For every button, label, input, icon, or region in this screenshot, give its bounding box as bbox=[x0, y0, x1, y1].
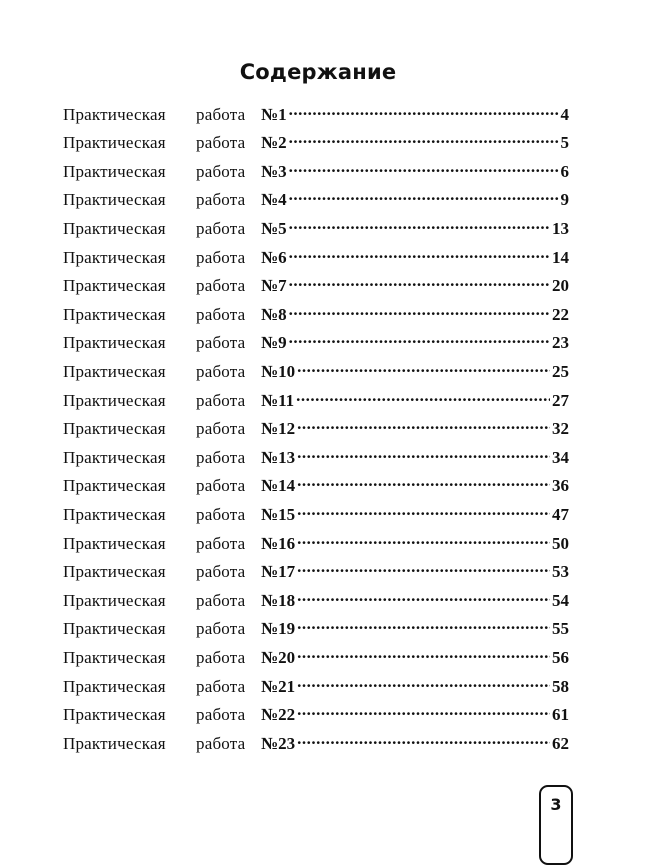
toc-entry-number: №21 bbox=[261, 676, 296, 696]
toc-entry-page: 56 bbox=[552, 647, 569, 667]
toc-entry-label-word1: Практическая bbox=[63, 333, 166, 353]
toc-entry-label-word1: Практическая bbox=[63, 390, 166, 410]
toc-entry-label-word2: работа bbox=[196, 590, 246, 610]
toc-entry-label-word2: работа bbox=[196, 647, 246, 667]
toc-dot-leader bbox=[297, 530, 550, 549]
toc-dot-leader bbox=[297, 559, 550, 578]
page-number: 3 bbox=[539, 785, 573, 865]
toc-dot-leader bbox=[296, 387, 550, 406]
toc-entry-label-word1: Практическая bbox=[63, 190, 166, 210]
toc-entry-number: №13 bbox=[261, 447, 296, 467]
toc-entry-label-word2: работа bbox=[196, 219, 246, 239]
toc-entry-label-word2: работа bbox=[196, 333, 246, 353]
toc-dot-leader bbox=[289, 244, 550, 263]
toc-entry-label-word2: работа bbox=[196, 247, 246, 267]
toc-entry-page: 14 bbox=[552, 247, 569, 267]
toc-entry-label-word1: Практическая bbox=[63, 304, 166, 324]
toc-entry-label-word2: работа bbox=[196, 419, 246, 439]
toc-entry-number: №18 bbox=[261, 590, 296, 610]
toc-entry-label-word2: работа bbox=[196, 476, 246, 496]
toc-entry-label-word1: Практическая bbox=[63, 733, 166, 753]
toc-entry-page: 23 bbox=[552, 333, 569, 353]
toc-entry bbox=[63, 130, 569, 159]
toc-entry-label-word2: работа bbox=[196, 705, 246, 725]
toc-dot-leader bbox=[289, 273, 550, 292]
toc-entry-page: 32 bbox=[552, 419, 569, 439]
toc-entry-label-word1: Практическая bbox=[63, 676, 166, 696]
toc-entry-page: 55 bbox=[552, 619, 569, 639]
toc-entry-label-word1: Практическая bbox=[63, 505, 166, 524]
toc-dot-leader bbox=[297, 358, 550, 377]
toc-entry-label-word2: работа bbox=[196, 733, 246, 753]
toc-entry bbox=[63, 101, 569, 130]
toc-entry-page: 25 bbox=[552, 362, 569, 382]
toc-entry-page: 61 bbox=[552, 705, 569, 725]
toc-entry-page: 62 bbox=[552, 733, 569, 753]
toc-entry-label-word1: Практическая bbox=[63, 247, 166, 267]
toc-entry bbox=[63, 387, 569, 416]
toc-entry-label-word2: работа bbox=[196, 190, 246, 210]
toc-entry-page: 20 bbox=[552, 276, 569, 296]
page-title: Содержание bbox=[239, 60, 397, 84]
toc-entry-number: №6 bbox=[261, 247, 287, 267]
toc-entry-number: №8 bbox=[261, 304, 287, 324]
toc-entry bbox=[63, 330, 569, 359]
toc-entry-label-word1: Практическая bbox=[63, 104, 166, 124]
toc-dot-leader bbox=[297, 473, 550, 492]
toc-entry-label-word2: работа bbox=[196, 104, 246, 124]
toc-entry-label-word1: Практическая bbox=[63, 447, 166, 467]
toc-entry bbox=[63, 530, 569, 559]
toc-entry bbox=[63, 730, 569, 759]
toc-entry-number: №22 bbox=[261, 705, 296, 725]
toc-entry bbox=[63, 587, 569, 616]
toc-dot-leader bbox=[297, 616, 550, 635]
toc-entry bbox=[63, 444, 569, 473]
toc-entry-number: №1 bbox=[261, 104, 287, 124]
toc-entry-page: 5 bbox=[560, 133, 569, 153]
toc-entry-label-word1: Практическая bbox=[63, 590, 166, 610]
toc-entry-page: 54 bbox=[552, 590, 569, 610]
toc-entry bbox=[63, 501, 569, 530]
toc-entry-number: №11 bbox=[261, 390, 295, 410]
toc-entry-page: 22 bbox=[552, 304, 569, 324]
toc-entry bbox=[63, 244, 569, 273]
toc-dot-leader bbox=[297, 644, 550, 663]
toc-entry-label-word2: работа bbox=[196, 133, 246, 153]
toc-entry-page: 13 bbox=[552, 219, 569, 239]
toc-entry bbox=[63, 273, 569, 302]
toc-entry bbox=[63, 416, 569, 445]
toc-entry-number: №9 bbox=[261, 333, 287, 353]
toc-entry-number: №20 bbox=[261, 647, 296, 667]
toc-entry-page: 9 bbox=[560, 190, 569, 210]
table-of-contents bbox=[63, 101, 569, 759]
toc-entry-label-word1: Практическая bbox=[63, 647, 166, 667]
toc-dot-leader bbox=[289, 187, 559, 206]
toc-dot-leader bbox=[297, 444, 550, 463]
toc-entry-number: №17 bbox=[261, 562, 296, 582]
toc-dot-leader bbox=[297, 701, 550, 720]
toc-entry-label-word2: работа bbox=[196, 362, 246, 382]
toc-entry-number: №12 bbox=[261, 419, 296, 439]
toc-entry bbox=[63, 158, 569, 187]
toc-entry bbox=[63, 473, 569, 502]
toc-entry-label-word1: Практическая bbox=[63, 161, 166, 181]
toc-entry-page: 34 bbox=[552, 447, 569, 467]
toc-entry-label-word2: работа bbox=[196, 562, 246, 582]
toc-entry bbox=[63, 616, 569, 645]
toc-entry-number: №23 bbox=[261, 733, 296, 753]
toc-entry-label-word1: Практическая bbox=[63, 562, 166, 582]
toc-entry-label-word1: Практическая bbox=[63, 476, 166, 496]
toc-entry bbox=[63, 644, 569, 673]
toc-entry-number: №5 bbox=[261, 219, 287, 239]
toc-entry bbox=[63, 559, 569, 588]
toc-entry-label-word1: Практическая bbox=[63, 705, 166, 725]
toc-entry-label-word2: работа bbox=[196, 505, 246, 524]
toc-dot-leader bbox=[289, 130, 559, 149]
toc-entry-number: №14 bbox=[261, 476, 296, 496]
toc-entry bbox=[63, 673, 569, 702]
toc-dot-leader bbox=[289, 301, 550, 320]
toc-entry-label-word1: Практическая bbox=[63, 419, 166, 439]
toc-entry-label-word2: работа bbox=[196, 276, 246, 296]
toc-entry-label-word1: Практическая bbox=[63, 276, 166, 296]
toc-dot-leader bbox=[297, 416, 550, 435]
toc-entry-page: 58 bbox=[552, 676, 569, 696]
toc-entry-number: №7 bbox=[261, 276, 287, 296]
toc-entry-label-word2: работа bbox=[196, 161, 246, 181]
toc-entry-number: №4 bbox=[261, 190, 287, 210]
toc-entry-number: №19 bbox=[261, 619, 296, 639]
toc-entry-number: №2 bbox=[261, 133, 287, 153]
toc-entry-label-word1: Практическая bbox=[63, 362, 166, 382]
toc-entry-number: №16 bbox=[261, 533, 296, 553]
toc-dot-leader bbox=[297, 730, 550, 749]
toc-dot-leader bbox=[297, 673, 550, 692]
toc-entry bbox=[63, 701, 569, 730]
toc-entry-number: №3 bbox=[261, 161, 287, 181]
toc-entry-number: №10 bbox=[261, 362, 296, 382]
toc-dot-leader bbox=[289, 101, 559, 120]
toc-entry-page: 4 bbox=[560, 104, 569, 124]
toc-entry-label-word1: Практическая bbox=[63, 619, 166, 639]
toc-entry-label-word2: работа bbox=[196, 304, 246, 324]
toc-entry-label-word1: Практическая bbox=[63, 219, 166, 239]
toc-dot-leader bbox=[297, 501, 550, 520]
toc-entry-label-word1: Практическая bbox=[63, 133, 166, 153]
toc-entry bbox=[63, 301, 569, 330]
toc-entry bbox=[63, 187, 569, 216]
toc-entry bbox=[63, 215, 569, 244]
toc-entry-label-word2: работа bbox=[196, 390, 246, 410]
toc-entry-page: 50 bbox=[552, 533, 569, 553]
toc-entry-label-word2: работа bbox=[196, 619, 246, 639]
toc-entry-number: №15 bbox=[261, 505, 296, 524]
toc-entry-label-word2: работа bbox=[196, 533, 246, 553]
toc-entry bbox=[63, 358, 569, 387]
toc-entry-page: 36 bbox=[552, 476, 569, 496]
toc-dot-leader bbox=[289, 215, 550, 234]
toc-entry-page: 27 bbox=[552, 390, 569, 410]
toc-entry-label-word2: работа bbox=[196, 447, 246, 467]
toc-dot-leader bbox=[289, 330, 550, 349]
toc-entry-label-word2: работа bbox=[196, 676, 246, 696]
toc-entry-page: 53 bbox=[552, 562, 569, 582]
toc-entry-page: 6 bbox=[560, 161, 569, 181]
toc-entry-label-word1: Практическая bbox=[63, 533, 166, 553]
toc-entry-page: 47 bbox=[552, 505, 569, 524]
toc-dot-leader bbox=[297, 587, 550, 606]
toc-dot-leader bbox=[289, 158, 559, 177]
